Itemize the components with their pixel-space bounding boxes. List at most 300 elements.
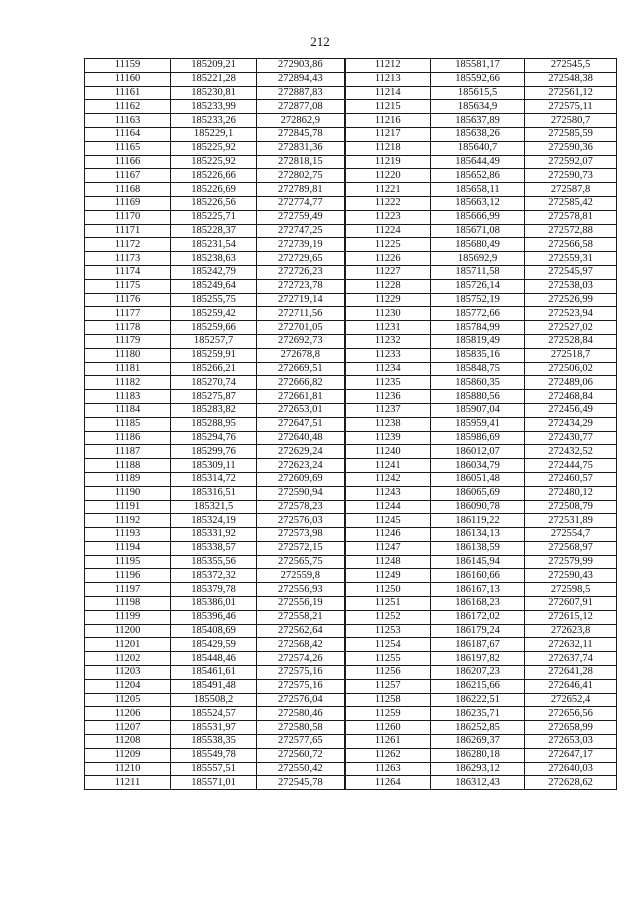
cell-x-coordinate: 185396,46 [171, 610, 257, 624]
cell-y-coordinate: 272774,77 [257, 196, 345, 210]
table-row [85, 624, 617, 638]
cell-point-number: 11218 [345, 141, 431, 155]
table-row [85, 666, 617, 680]
cell-y-coordinate: 272623,8 [525, 624, 617, 638]
cell-x-coordinate: 185238,63 [171, 252, 257, 266]
cell-y-coordinate: 272747,25 [257, 224, 345, 238]
cell-y-coordinate: 272637,74 [525, 652, 617, 666]
cell-y-coordinate: 272565,75 [257, 555, 345, 569]
cell-x-coordinate: 186134,13 [431, 528, 525, 542]
cell-point-number: 11164 [85, 127, 171, 141]
table-row [85, 141, 617, 155]
cell-point-number: 11179 [85, 334, 171, 348]
cell-point-number: 11182 [85, 376, 171, 390]
cell-y-coordinate: 272647,17 [525, 748, 617, 762]
table-row [85, 155, 617, 169]
table-row [85, 500, 617, 514]
cell-x-coordinate: 185259,91 [171, 348, 257, 362]
cell-x-coordinate: 185229,1 [171, 127, 257, 141]
cell-y-coordinate: 272523,94 [525, 307, 617, 321]
cell-point-number: 11171 [85, 224, 171, 238]
cell-y-coordinate: 272831,36 [257, 141, 345, 155]
cell-y-coordinate: 272587,8 [525, 183, 617, 197]
cell-y-coordinate: 272802,75 [257, 169, 345, 183]
cell-x-coordinate: 186215,66 [431, 679, 525, 693]
cell-y-coordinate: 272590,73 [525, 169, 617, 183]
table-row [85, 638, 617, 652]
cell-x-coordinate: 185615,5 [431, 86, 525, 100]
cell-x-coordinate: 185634,9 [431, 100, 525, 114]
cell-x-coordinate: 185538,35 [171, 735, 257, 749]
table-row [85, 376, 617, 390]
cell-x-coordinate: 186172,02 [431, 610, 525, 624]
cell-y-coordinate: 272575,16 [257, 679, 345, 693]
cell-point-number: 11215 [345, 100, 431, 114]
table-row [85, 348, 617, 362]
cell-point-number: 11165 [85, 141, 171, 155]
cell-x-coordinate: 186168,23 [431, 597, 525, 611]
cell-point-number: 11189 [85, 472, 171, 486]
cell-y-coordinate: 272556,93 [257, 583, 345, 597]
cell-point-number: 11160 [85, 72, 171, 86]
cell-y-coordinate: 272575,11 [525, 100, 617, 114]
cell-x-coordinate: 185959,41 [431, 417, 525, 431]
cell-point-number: 11235 [345, 376, 431, 390]
cell-point-number: 11194 [85, 541, 171, 555]
cell-point-number: 11228 [345, 279, 431, 293]
cell-x-coordinate: 185644,49 [431, 155, 525, 169]
cell-y-coordinate: 272739,19 [257, 238, 345, 252]
cell-point-number: 11264 [345, 776, 431, 790]
cell-x-coordinate: 185294,76 [171, 431, 257, 445]
cell-x-coordinate: 185986,69 [431, 431, 525, 445]
table-row [85, 72, 617, 86]
cell-x-coordinate: 185784,99 [431, 321, 525, 335]
cell-point-number: 11261 [345, 735, 431, 749]
cell-point-number: 11181 [85, 362, 171, 376]
cell-y-coordinate: 272579,99 [525, 555, 617, 569]
cell-x-coordinate: 186145,94 [431, 555, 525, 569]
cell-x-coordinate: 186179,24 [431, 624, 525, 638]
cell-x-coordinate: 185331,92 [171, 528, 257, 542]
cell-x-coordinate: 185663,12 [431, 196, 525, 210]
cell-y-coordinate: 272556,19 [257, 597, 345, 611]
cell-y-coordinate: 272576,03 [257, 514, 345, 528]
cell-x-coordinate: 185637,89 [431, 114, 525, 128]
cell-x-coordinate: 185255,75 [171, 293, 257, 307]
cell-point-number: 11208 [85, 735, 171, 749]
cell-x-coordinate: 185225,92 [171, 141, 257, 155]
cell-point-number: 11256 [345, 666, 431, 680]
cell-point-number: 11222 [345, 196, 431, 210]
cell-y-coordinate: 272723,78 [257, 279, 345, 293]
table-row [85, 196, 617, 210]
cell-y-coordinate: 272566,58 [525, 238, 617, 252]
cell-y-coordinate: 272590,43 [525, 569, 617, 583]
cell-point-number: 11241 [345, 459, 431, 473]
cell-x-coordinate: 185429,59 [171, 638, 257, 652]
cell-point-number: 11258 [345, 693, 431, 707]
table-row [85, 679, 617, 693]
cell-point-number: 11246 [345, 528, 431, 542]
cell-y-coordinate: 272585,42 [525, 196, 617, 210]
cell-y-coordinate: 272641,28 [525, 666, 617, 680]
cell-y-coordinate: 272894,43 [257, 72, 345, 86]
cell-y-coordinate: 272590,36 [525, 141, 617, 155]
cell-x-coordinate: 185592,66 [431, 72, 525, 86]
cell-x-coordinate: 186280,18 [431, 748, 525, 762]
cell-point-number: 11237 [345, 403, 431, 417]
cell-y-coordinate: 272456,49 [525, 403, 617, 417]
cell-y-coordinate: 272572,15 [257, 541, 345, 555]
cell-x-coordinate: 186293,12 [431, 762, 525, 776]
cell-x-coordinate: 185880,56 [431, 390, 525, 404]
cell-point-number: 11254 [345, 638, 431, 652]
cell-y-coordinate: 272558,21 [257, 610, 345, 624]
cell-x-coordinate: 186222,51 [431, 693, 525, 707]
cell-x-coordinate: 185692,9 [431, 252, 525, 266]
table-row [85, 417, 617, 431]
cell-x-coordinate: 185324,19 [171, 514, 257, 528]
table-row [85, 390, 617, 404]
table-row [85, 224, 617, 238]
table-row [85, 86, 617, 100]
cell-point-number: 11162 [85, 100, 171, 114]
cell-y-coordinate: 272592,07 [525, 155, 617, 169]
cell-y-coordinate: 272647,51 [257, 417, 345, 431]
cell-point-number: 11250 [345, 583, 431, 597]
cell-x-coordinate: 186012,07 [431, 445, 525, 459]
cell-x-coordinate: 186090,78 [431, 500, 525, 514]
cell-x-coordinate: 185259,66 [171, 321, 257, 335]
cell-x-coordinate: 185257,7 [171, 334, 257, 348]
cell-x-coordinate: 185666,99 [431, 210, 525, 224]
cell-point-number: 11223 [345, 210, 431, 224]
cell-x-coordinate: 185321,5 [171, 500, 257, 514]
cell-y-coordinate: 272701,05 [257, 321, 345, 335]
cell-point-number: 11209 [85, 748, 171, 762]
cell-point-number: 11191 [85, 500, 171, 514]
cell-point-number: 11212 [345, 59, 431, 73]
cell-y-coordinate: 272432,52 [525, 445, 617, 459]
cell-point-number: 11200 [85, 624, 171, 638]
cell-x-coordinate: 185226,69 [171, 183, 257, 197]
cell-y-coordinate: 272632,11 [525, 638, 617, 652]
cell-y-coordinate: 272577,65 [257, 735, 345, 749]
cell-point-number: 11245 [345, 514, 431, 528]
table-row [85, 59, 617, 73]
cell-y-coordinate: 272545,78 [257, 776, 345, 790]
cell-x-coordinate: 185658,11 [431, 183, 525, 197]
cell-x-coordinate: 186138,59 [431, 541, 525, 555]
table-row [85, 528, 617, 542]
cell-point-number: 11253 [345, 624, 431, 638]
cell-point-number: 11173 [85, 252, 171, 266]
table-row [85, 776, 617, 790]
cell-y-coordinate: 272460,57 [525, 472, 617, 486]
cell-point-number: 11204 [85, 679, 171, 693]
cell-x-coordinate: 185372,32 [171, 569, 257, 583]
cell-x-coordinate: 186187,67 [431, 638, 525, 652]
cell-y-coordinate: 272528,84 [525, 334, 617, 348]
cell-x-coordinate: 186167,13 [431, 583, 525, 597]
table-row [85, 610, 617, 624]
cell-y-coordinate: 272573,98 [257, 528, 345, 542]
cell-y-coordinate: 272568,97 [525, 541, 617, 555]
cell-point-number: 11177 [85, 307, 171, 321]
cell-point-number: 11196 [85, 569, 171, 583]
cell-y-coordinate: 272559,8 [257, 569, 345, 583]
table-row [85, 445, 617, 459]
cell-x-coordinate: 186119,22 [431, 514, 525, 528]
cell-y-coordinate: 272468,84 [525, 390, 617, 404]
table-row [85, 652, 617, 666]
table-row [85, 459, 617, 473]
cell-y-coordinate: 272575,16 [257, 666, 345, 680]
cell-point-number: 11192 [85, 514, 171, 528]
cell-y-coordinate: 272526,99 [525, 293, 617, 307]
table-row [85, 362, 617, 376]
cell-y-coordinate: 272678,8 [257, 348, 345, 362]
cell-y-coordinate: 272568,42 [257, 638, 345, 652]
cell-x-coordinate: 186269,37 [431, 735, 525, 749]
cell-y-coordinate: 272545,97 [525, 265, 617, 279]
cell-y-coordinate: 272580,58 [257, 721, 345, 735]
table-row [85, 321, 617, 335]
cell-point-number: 11185 [85, 417, 171, 431]
cell-x-coordinate: 185314,72 [171, 472, 257, 486]
cell-x-coordinate: 185226,56 [171, 196, 257, 210]
cell-point-number: 11238 [345, 417, 431, 431]
cell-point-number: 11193 [85, 528, 171, 542]
table-row [85, 597, 617, 611]
cell-x-coordinate: 186312,43 [431, 776, 525, 790]
cell-y-coordinate: 272887,83 [257, 86, 345, 100]
cell-x-coordinate: 185652,86 [431, 169, 525, 183]
cell-point-number: 11221 [345, 183, 431, 197]
cell-x-coordinate: 185249,64 [171, 279, 257, 293]
cell-x-coordinate: 185386,01 [171, 597, 257, 611]
cell-y-coordinate: 272562,64 [257, 624, 345, 638]
cell-x-coordinate: 186197,82 [431, 652, 525, 666]
cell-point-number: 11206 [85, 707, 171, 721]
cell-x-coordinate: 185299,76 [171, 445, 257, 459]
cell-point-number: 11178 [85, 321, 171, 335]
cell-y-coordinate: 272623,24 [257, 459, 345, 473]
table-row [85, 293, 617, 307]
cell-point-number: 11202 [85, 652, 171, 666]
cell-y-coordinate: 272615,12 [525, 610, 617, 624]
cell-y-coordinate: 272903,86 [257, 59, 345, 73]
cell-x-coordinate: 185671,08 [431, 224, 525, 238]
cell-x-coordinate: 185638,26 [431, 127, 525, 141]
cell-y-coordinate: 272578,23 [257, 500, 345, 514]
cell-y-coordinate: 272434,29 [525, 417, 617, 431]
cell-point-number: 11207 [85, 721, 171, 735]
cell-y-coordinate: 272580,7 [525, 114, 617, 128]
cell-point-number: 11213 [345, 72, 431, 86]
table-row [85, 431, 617, 445]
table-row [85, 127, 617, 141]
cell-x-coordinate: 185226,66 [171, 169, 257, 183]
cell-point-number: 11167 [85, 169, 171, 183]
cell-x-coordinate: 185680,49 [431, 238, 525, 252]
cell-point-number: 11163 [85, 114, 171, 128]
cell-y-coordinate: 272862,9 [257, 114, 345, 128]
cell-y-coordinate: 272560,72 [257, 748, 345, 762]
cell-point-number: 11260 [345, 721, 431, 735]
cell-x-coordinate: 185379,78 [171, 583, 257, 597]
cell-y-coordinate: 272652,4 [525, 693, 617, 707]
cell-y-coordinate: 272789,81 [257, 183, 345, 197]
table-row [85, 252, 617, 266]
cell-point-number: 11226 [345, 252, 431, 266]
table-row [85, 279, 617, 293]
cell-point-number: 11247 [345, 541, 431, 555]
cell-y-coordinate: 272669,51 [257, 362, 345, 376]
cell-y-coordinate: 272444,75 [525, 459, 617, 473]
cell-y-coordinate: 272640,03 [525, 762, 617, 776]
cell-x-coordinate: 185288,95 [171, 417, 257, 431]
table-row [85, 693, 617, 707]
cell-y-coordinate: 272653,03 [525, 735, 617, 749]
cell-x-coordinate: 186034,79 [431, 459, 525, 473]
cell-y-coordinate: 272561,12 [525, 86, 617, 100]
cell-point-number: 11219 [345, 155, 431, 169]
table-row [85, 265, 617, 279]
cell-point-number: 11233 [345, 348, 431, 362]
cell-y-coordinate: 272548,38 [525, 72, 617, 86]
cell-x-coordinate: 185228,37 [171, 224, 257, 238]
cell-point-number: 11180 [85, 348, 171, 362]
cell-point-number: 11176 [85, 293, 171, 307]
cell-x-coordinate: 185531,97 [171, 721, 257, 735]
cell-x-coordinate: 185338,57 [171, 541, 257, 555]
cell-y-coordinate: 272580,46 [257, 707, 345, 721]
cell-y-coordinate: 272609,69 [257, 472, 345, 486]
cell-point-number: 11187 [85, 445, 171, 459]
cell-y-coordinate: 272653,01 [257, 403, 345, 417]
cell-y-coordinate: 272545,5 [525, 59, 617, 73]
cell-point-number: 11234 [345, 362, 431, 376]
cell-y-coordinate: 272729,65 [257, 252, 345, 266]
cell-point-number: 11231 [345, 321, 431, 335]
cell-x-coordinate: 186207,23 [431, 666, 525, 680]
cell-point-number: 11184 [85, 403, 171, 417]
cell-x-coordinate: 185907,04 [431, 403, 525, 417]
coordinate-table-body [85, 59, 617, 790]
cell-point-number: 11198 [85, 597, 171, 611]
cell-y-coordinate: 272508,79 [525, 500, 617, 514]
table-row [85, 541, 617, 555]
cell-y-coordinate: 272531,89 [525, 514, 617, 528]
cell-x-coordinate: 185242,79 [171, 265, 257, 279]
cell-x-coordinate: 185231,54 [171, 238, 257, 252]
cell-x-coordinate: 185225,71 [171, 210, 257, 224]
cell-point-number: 11243 [345, 486, 431, 500]
cell-x-coordinate: 185752,19 [431, 293, 525, 307]
table-row [85, 707, 617, 721]
cell-point-number: 11169 [85, 196, 171, 210]
cell-x-coordinate: 185233,26 [171, 114, 257, 128]
cell-x-coordinate: 185355,56 [171, 555, 257, 569]
cell-y-coordinate: 272607,91 [525, 597, 617, 611]
cell-point-number: 11205 [85, 693, 171, 707]
cell-point-number: 11210 [85, 762, 171, 776]
cell-point-number: 11203 [85, 666, 171, 680]
cell-y-coordinate: 272538,03 [525, 279, 617, 293]
cell-point-number: 11239 [345, 431, 431, 445]
cell-y-coordinate: 272692,73 [257, 334, 345, 348]
cell-x-coordinate: 185571,01 [171, 776, 257, 790]
cell-y-coordinate: 272598,5 [525, 583, 617, 597]
cell-point-number: 11188 [85, 459, 171, 473]
cell-x-coordinate: 186160,66 [431, 569, 525, 583]
cell-y-coordinate: 272666,82 [257, 376, 345, 390]
cell-point-number: 11224 [345, 224, 431, 238]
cell-y-coordinate: 272578,81 [525, 210, 617, 224]
cell-point-number: 11216 [345, 114, 431, 128]
table-row [85, 114, 617, 128]
cell-y-coordinate: 272572,88 [525, 224, 617, 238]
cell-point-number: 11220 [345, 169, 431, 183]
cell-point-number: 11199 [85, 610, 171, 624]
cell-point-number: 11262 [345, 748, 431, 762]
table-row [85, 210, 617, 224]
cell-y-coordinate: 272726,23 [257, 265, 345, 279]
cell-y-coordinate: 272646,41 [525, 679, 617, 693]
cell-point-number: 11251 [345, 597, 431, 611]
cell-x-coordinate: 185225,92 [171, 155, 257, 169]
table-row [85, 762, 617, 776]
cell-x-coordinate: 185230,81 [171, 86, 257, 100]
cell-x-coordinate: 185266,21 [171, 362, 257, 376]
cell-x-coordinate: 185711,58 [431, 265, 525, 279]
table-row [85, 721, 617, 735]
cell-y-coordinate: 272656,56 [525, 707, 617, 721]
cell-x-coordinate: 185283,82 [171, 403, 257, 417]
cell-y-coordinate: 272559,31 [525, 252, 617, 266]
cell-point-number: 11236 [345, 390, 431, 404]
table-row [85, 583, 617, 597]
cell-x-coordinate: 185640,7 [431, 141, 525, 155]
cell-point-number: 11211 [85, 776, 171, 790]
cell-point-number: 11255 [345, 652, 431, 666]
cell-point-number: 11175 [85, 279, 171, 293]
cell-x-coordinate: 185209,21 [171, 59, 257, 73]
cell-y-coordinate: 272506,02 [525, 362, 617, 376]
cell-point-number: 11166 [85, 155, 171, 169]
cell-point-number: 11170 [85, 210, 171, 224]
table-row [85, 569, 617, 583]
cell-x-coordinate: 185524,57 [171, 707, 257, 721]
cell-x-coordinate: 185309,11 [171, 459, 257, 473]
cell-point-number: 11174 [85, 265, 171, 279]
cell-x-coordinate: 185408,69 [171, 624, 257, 638]
cell-x-coordinate: 185819,49 [431, 334, 525, 348]
cell-point-number: 11263 [345, 762, 431, 776]
cell-y-coordinate: 272640,48 [257, 431, 345, 445]
cell-y-coordinate: 272576,04 [257, 693, 345, 707]
cell-point-number: 11159 [85, 59, 171, 73]
cell-x-coordinate: 185581,17 [431, 59, 525, 73]
cell-point-number: 11230 [345, 307, 431, 321]
table-row [85, 169, 617, 183]
cell-y-coordinate: 272554,7 [525, 528, 617, 542]
cell-y-coordinate: 272480,12 [525, 486, 617, 500]
cell-point-number: 11183 [85, 390, 171, 404]
cell-y-coordinate: 272585,59 [525, 127, 617, 141]
